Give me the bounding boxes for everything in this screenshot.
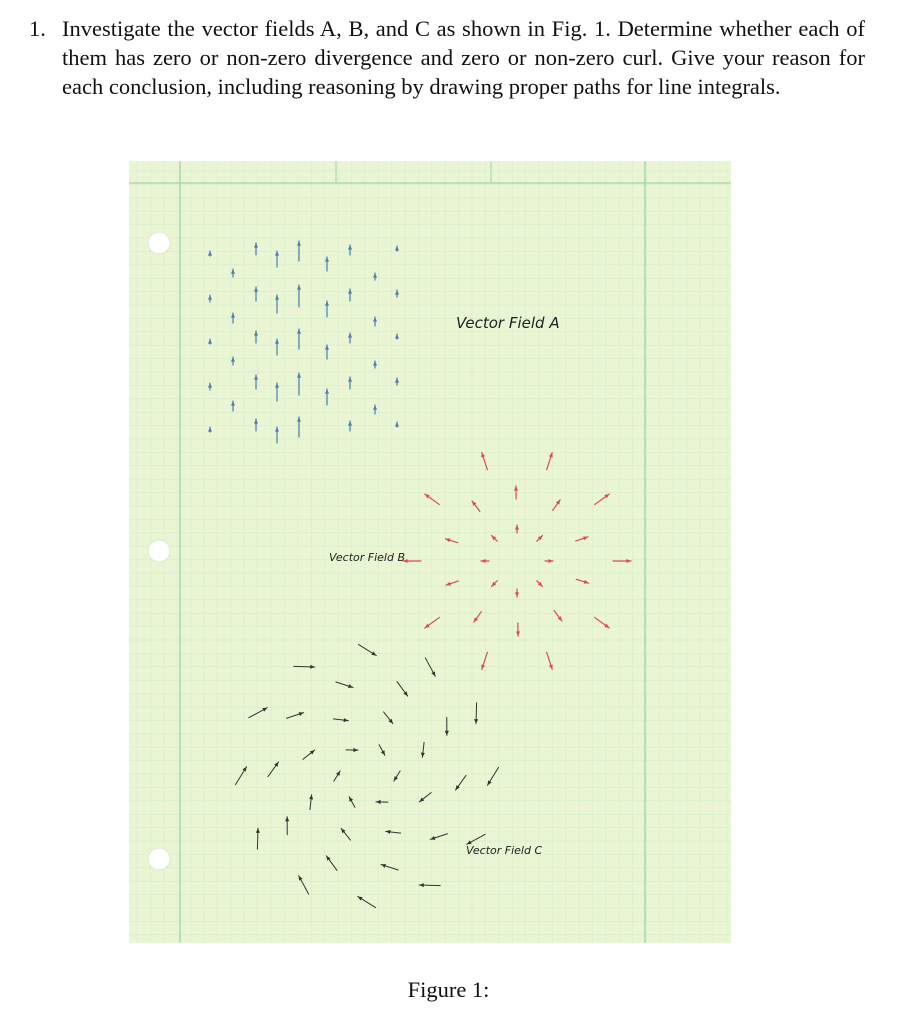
problem-statement [29,14,865,101]
figure-caption: Figure 1: [407,977,490,1002]
figure-drawing [129,161,731,943]
binder-hole [148,848,170,870]
binder-hole [148,232,170,254]
figure-1 [129,161,731,943]
problem-text: Investigate the vector fields A, B, and C as shown in Fig. 1. Determine whether each of them has zero or non-zero divergence and zero or non-zero curl. Give your reason for each conclusion, including reasoning by drawing proper paths for line integrals. [62,16,865,99]
label-vector-field-b: Vector Field B [329,551,405,564]
label-vector-field-a: Vector Field A [456,314,560,332]
binder-hole [148,540,170,562]
label-vector-field-c: Vector Field C [466,844,543,857]
problem-number: 1. [29,16,46,41]
